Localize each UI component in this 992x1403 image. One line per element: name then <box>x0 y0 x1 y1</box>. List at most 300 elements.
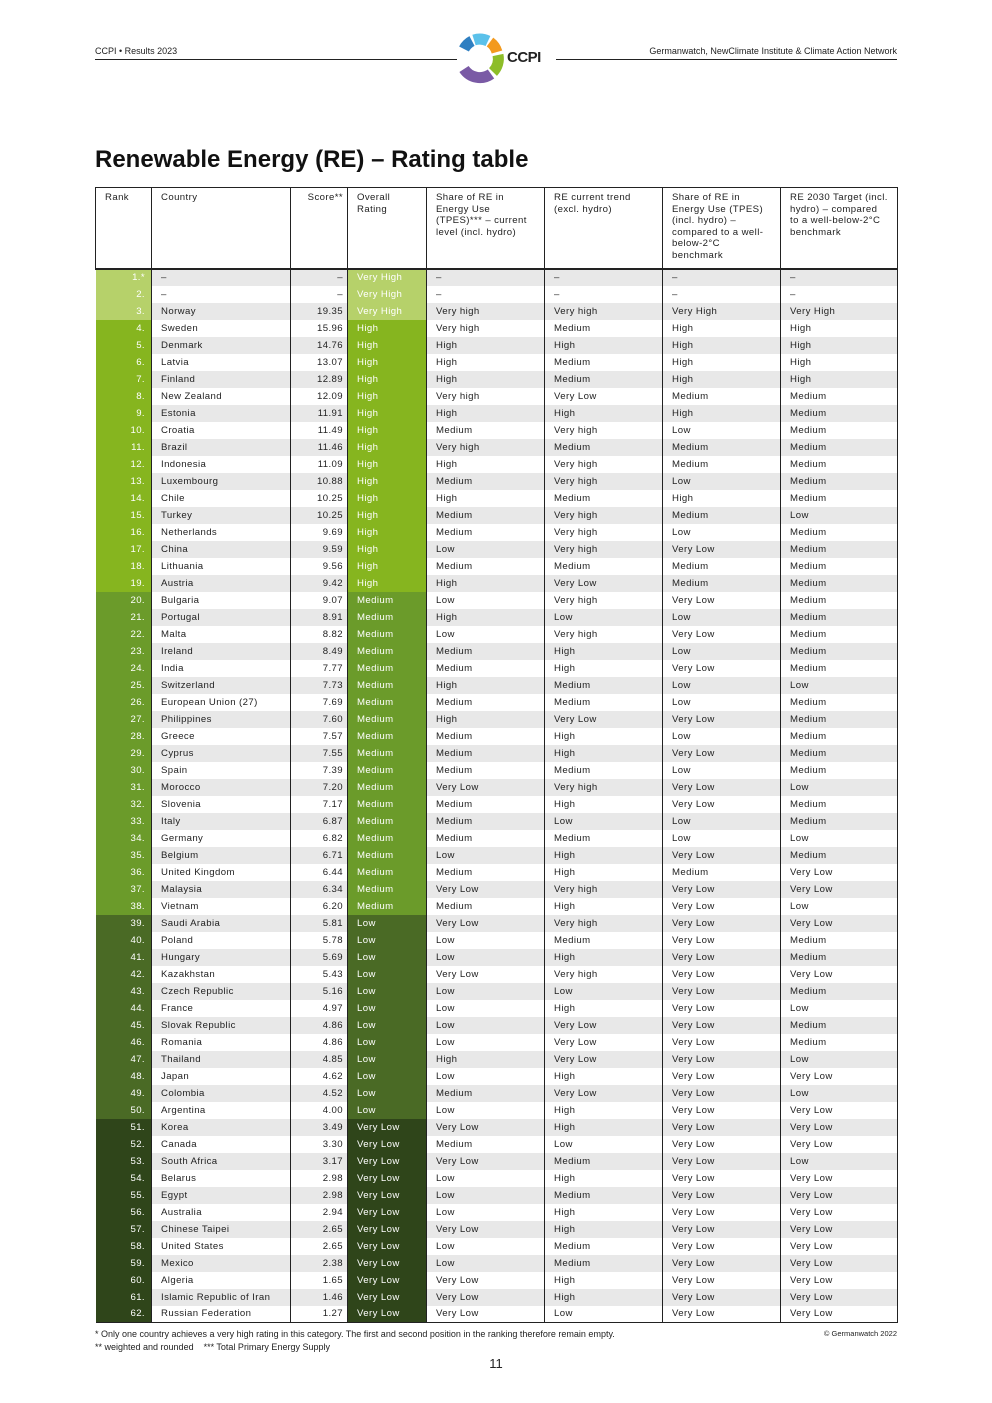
cell-country: Islamic Republic of Iran <box>152 1289 291 1306</box>
table-row <box>96 371 898 388</box>
table-row <box>96 337 898 354</box>
cell-country: Slovak Republic <box>152 1017 291 1034</box>
cell-overall-rating: Low <box>348 949 427 966</box>
cell-rank: 54. <box>96 1170 152 1187</box>
cell-share-current: Medium <box>427 643 545 660</box>
cell-rank: 28. <box>96 728 152 745</box>
cell-rank: 51. <box>96 1119 152 1136</box>
col-2030-target: RE 2030 Target (incl. hydro) – compared to a well-below-2°C benchmark <box>781 188 898 269</box>
cell-rank: 44. <box>96 1000 152 1017</box>
cell-target-2030: Medium <box>781 983 898 1000</box>
cell-target-2030: Medium <box>781 422 898 439</box>
table-row <box>96 456 898 473</box>
cell-target-2030: Very Low <box>781 1068 898 1085</box>
cell-target-2030: Medium <box>781 762 898 779</box>
cell-overall-rating: High <box>348 473 427 490</box>
cell-score: 10.25 <box>291 507 348 524</box>
cell-share-current: Low <box>427 847 545 864</box>
cell-share-benchmark: Very Low <box>663 1289 781 1306</box>
cell-country: Belgium <box>152 847 291 864</box>
cell-share-current: Very Low <box>427 1289 545 1306</box>
cell-score: 2.65 <box>291 1238 348 1255</box>
table-row <box>96 796 898 813</box>
table-row <box>96 1102 898 1119</box>
cell-rank: 57. <box>96 1221 152 1238</box>
cell-share-benchmark: Low <box>663 524 781 541</box>
cell-share-benchmark: Very Low <box>663 1221 781 1238</box>
cell-score: 6.20 <box>291 898 348 915</box>
cell-score: 7.60 <box>291 711 348 728</box>
cell-country: Saudi Arabia <box>152 915 291 932</box>
cell-country: Belarus <box>152 1170 291 1187</box>
cell-overall-rating: Very High <box>348 269 427 286</box>
cell-share-current: Medium <box>427 660 545 677</box>
cell-trend: Medium <box>545 762 663 779</box>
table-row <box>96 932 898 949</box>
cell-target-2030: Low <box>781 1051 898 1068</box>
table-row <box>96 983 898 1000</box>
cell-score: 2.98 <box>291 1187 348 1204</box>
cell-target-2030: High <box>781 320 898 337</box>
cell-target-2030: Very Low <box>781 1204 898 1221</box>
cell-overall-rating: Medium <box>348 830 427 847</box>
cell-rank: 39. <box>96 915 152 932</box>
cell-target-2030: Low <box>781 1085 898 1102</box>
cell-country: United States <box>152 1238 291 1255</box>
cell-trend: Very high <box>545 966 663 983</box>
cell-rank: 52. <box>96 1136 152 1153</box>
cell-target-2030: Very Low <box>781 1221 898 1238</box>
cell-overall-rating: Very Low <box>348 1238 427 1255</box>
cell-rank: 1.* <box>96 269 152 286</box>
cell-share-benchmark: High <box>663 490 781 507</box>
cell-share-current: Low <box>427 1187 545 1204</box>
cell-target-2030: Low <box>781 677 898 694</box>
logo-text: CCPI <box>507 49 541 66</box>
cell-score: – <box>291 269 348 286</box>
cell-trend: Medium <box>545 1187 663 1204</box>
table-row <box>96 966 898 983</box>
cell-country: Poland <box>152 932 291 949</box>
cell-overall-rating: Medium <box>348 796 427 813</box>
cell-country: Switzerland <box>152 677 291 694</box>
cell-target-2030: Medium <box>781 405 898 422</box>
cell-target-2030: Medium <box>781 490 898 507</box>
cell-share-current: Very Low <box>427 779 545 796</box>
cell-share-current: Very high <box>427 388 545 405</box>
table-row <box>96 779 898 796</box>
cell-score: 4.86 <box>291 1034 348 1051</box>
cell-country: Denmark <box>152 337 291 354</box>
cell-overall-rating: High <box>348 439 427 456</box>
cell-trend: Low <box>545 983 663 1000</box>
cell-trend: Very Low <box>545 1085 663 1102</box>
cell-target-2030: Very Low <box>781 1306 898 1323</box>
cell-share-current: High <box>427 711 545 728</box>
cell-country: Malaysia <box>152 881 291 898</box>
cell-target-2030: Medium <box>781 813 898 830</box>
cell-overall-rating: Medium <box>348 847 427 864</box>
table-row <box>96 643 898 660</box>
cell-rank: 50. <box>96 1102 152 1119</box>
cell-rank: 47. <box>96 1051 152 1068</box>
cell-overall-rating: High <box>348 354 427 371</box>
cell-rank: 29. <box>96 745 152 762</box>
table-row <box>96 949 898 966</box>
cell-score: 3.17 <box>291 1153 348 1170</box>
cell-trend: High <box>545 1170 663 1187</box>
cell-overall-rating: High <box>348 371 427 388</box>
cell-share-benchmark: Very Low <box>663 915 781 932</box>
cell-country: Luxembourg <box>152 473 291 490</box>
page-title: Renewable Energy (RE) – Rating table <box>95 146 529 173</box>
cell-overall-rating: Medium <box>348 745 427 762</box>
cell-overall-rating: Low <box>348 932 427 949</box>
cell-rank: 11. <box>96 439 152 456</box>
cell-target-2030: Very Low <box>781 1170 898 1187</box>
cell-rank: 49. <box>96 1085 152 1102</box>
cell-share-benchmark: Very Low <box>663 745 781 762</box>
cell-rank: 2. <box>96 286 152 303</box>
cell-country: Vietnam <box>152 898 291 915</box>
cell-rank: 32. <box>96 796 152 813</box>
cell-trend: Very high <box>545 881 663 898</box>
cell-score: 5.69 <box>291 949 348 966</box>
cell-share-current: Medium <box>427 745 545 762</box>
table-row <box>96 1204 898 1221</box>
cell-rank: 27. <box>96 711 152 728</box>
cell-share-benchmark: High <box>663 337 781 354</box>
cell-score: 9.69 <box>291 524 348 541</box>
cell-trend: High <box>545 728 663 745</box>
cell-overall-rating: Low <box>348 1085 427 1102</box>
cell-share-benchmark: Very Low <box>663 1204 781 1221</box>
cell-target-2030: Medium <box>781 609 898 626</box>
cell-share-current: Medium <box>427 473 545 490</box>
cell-trend: High <box>545 949 663 966</box>
cell-country: Finland <box>152 371 291 388</box>
cell-trend: Low <box>545 1306 663 1323</box>
cell-trend: Medium <box>545 677 663 694</box>
cell-country: Canada <box>152 1136 291 1153</box>
cell-country: Malta <box>152 626 291 643</box>
cell-country: China <box>152 541 291 558</box>
cell-share-benchmark: Low <box>663 643 781 660</box>
cell-rank: 59. <box>96 1255 152 1272</box>
cell-overall-rating: Very Low <box>348 1272 427 1289</box>
cell-share-benchmark: Very Low <box>663 1170 781 1187</box>
col-overall-rating: Overall Rating <box>348 188 427 269</box>
cell-share-current: Very Low <box>427 915 545 932</box>
cell-score: 2.38 <box>291 1255 348 1272</box>
table-row <box>96 694 898 711</box>
cell-target-2030: Low <box>781 507 898 524</box>
table-row <box>96 1034 898 1051</box>
cell-rank: 20. <box>96 592 152 609</box>
cell-trend: Very high <box>545 626 663 643</box>
cell-country: Greece <box>152 728 291 745</box>
cell-share-benchmark: High <box>663 371 781 388</box>
cell-overall-rating: High <box>348 558 427 575</box>
cell-share-current: Medium <box>427 762 545 779</box>
cell-share-benchmark: – <box>663 269 781 286</box>
cell-rank: 40. <box>96 932 152 949</box>
cell-overall-rating: High <box>348 541 427 558</box>
cell-share-current: – <box>427 269 545 286</box>
cell-share-benchmark: Very Low <box>663 1000 781 1017</box>
cell-share-benchmark: Very Low <box>663 932 781 949</box>
cell-share-benchmark: Very Low <box>663 541 781 558</box>
cell-share-current: Medium <box>427 1136 545 1153</box>
col-country: Country <box>152 188 291 269</box>
cell-score: 5.81 <box>291 915 348 932</box>
cell-share-current: Low <box>427 1034 545 1051</box>
cell-overall-rating: Very Low <box>348 1255 427 1272</box>
cell-country: France <box>152 1000 291 1017</box>
cell-rank: 36. <box>96 864 152 881</box>
cell-share-benchmark: Very Low <box>663 1255 781 1272</box>
cell-score: 2.94 <box>291 1204 348 1221</box>
cell-country: Sweden <box>152 320 291 337</box>
cell-share-benchmark: Medium <box>663 439 781 456</box>
cell-share-current: Medium <box>427 898 545 915</box>
cell-trend: Very high <box>545 541 663 558</box>
cell-rank: 18. <box>96 558 152 575</box>
cell-score: 9.42 <box>291 575 348 592</box>
table-row <box>96 745 898 762</box>
cell-rank: 62. <box>96 1306 152 1323</box>
cell-trend: Medium <box>545 320 663 337</box>
cell-country: Australia <box>152 1204 291 1221</box>
cell-overall-rating: Medium <box>348 813 427 830</box>
cell-rank: 24. <box>96 660 152 677</box>
cell-target-2030: Very Low <box>781 1119 898 1136</box>
cell-rank: 34. <box>96 830 152 847</box>
cell-country: Kazakhstan <box>152 966 291 983</box>
table-row <box>96 1187 898 1204</box>
cell-target-2030: Medium <box>781 473 898 490</box>
cell-rank: 19. <box>96 575 152 592</box>
header-rule-right <box>556 59 897 60</box>
col-trend: RE current trend (excl. hydro) <box>545 188 663 269</box>
cell-trend: Medium <box>545 558 663 575</box>
cell-target-2030: Medium <box>781 660 898 677</box>
cell-share-current: Very Low <box>427 1119 545 1136</box>
cell-trend: Very high <box>545 473 663 490</box>
cell-country: Estonia <box>152 405 291 422</box>
cell-rank: 38. <box>96 898 152 915</box>
cell-target-2030: Very Low <box>781 1272 898 1289</box>
cell-country: Morocco <box>152 779 291 796</box>
cell-overall-rating: Medium <box>348 728 427 745</box>
cell-overall-rating: Low <box>348 1000 427 1017</box>
cell-trend: High <box>545 847 663 864</box>
cell-country: Chinese Taipei <box>152 1221 291 1238</box>
table-row <box>96 915 898 932</box>
cell-rank: 53. <box>96 1153 152 1170</box>
col-score: Score** <box>291 188 348 269</box>
cell-trend: High <box>545 643 663 660</box>
cell-share-benchmark: Very Low <box>663 898 781 915</box>
cell-score: 12.89 <box>291 371 348 388</box>
cell-share-current: Medium <box>427 813 545 830</box>
cell-rank: 14. <box>96 490 152 507</box>
cell-score: 1.46 <box>291 1289 348 1306</box>
table-row <box>96 388 898 405</box>
cell-overall-rating: Medium <box>348 609 427 626</box>
cell-share-benchmark: Very Low <box>663 1153 781 1170</box>
cell-score: 7.55 <box>291 745 348 762</box>
cell-share-benchmark: Very Low <box>663 966 781 983</box>
cell-rank: 23. <box>96 643 152 660</box>
cell-country: Norway <box>152 303 291 320</box>
cell-target-2030: Very Low <box>781 881 898 898</box>
table-row <box>96 830 898 847</box>
cell-share-current: Medium <box>427 558 545 575</box>
cell-score: 6.71 <box>291 847 348 864</box>
cell-target-2030: Very Low <box>781 1187 898 1204</box>
cell-trend: High <box>545 405 663 422</box>
table-row <box>96 1289 898 1306</box>
cell-trend: – <box>545 269 663 286</box>
cell-trend: Very Low <box>545 711 663 728</box>
cell-overall-rating: Medium <box>348 898 427 915</box>
cell-target-2030: Medium <box>781 1017 898 1034</box>
cell-country: Thailand <box>152 1051 291 1068</box>
cell-overall-rating: Very Low <box>348 1153 427 1170</box>
cell-overall-rating: High <box>348 405 427 422</box>
cell-country: Italy <box>152 813 291 830</box>
cell-trend: Low <box>545 813 663 830</box>
cell-trend: High <box>545 864 663 881</box>
cell-share-benchmark: High <box>663 354 781 371</box>
cell-share-current: High <box>427 1051 545 1068</box>
cell-score: 1.65 <box>291 1272 348 1289</box>
col-share-current: Share of RE in Energy Use (TPES)*** – current level (incl. hydro) <box>427 188 545 269</box>
cell-share-current: Low <box>427 1170 545 1187</box>
cell-share-benchmark: Very Low <box>663 949 781 966</box>
cell-target-2030: Very Low <box>781 966 898 983</box>
cell-score: 6.44 <box>291 864 348 881</box>
cell-trend: Medium <box>545 371 663 388</box>
cell-overall-rating: Medium <box>348 762 427 779</box>
cell-share-current: Very Low <box>427 1306 545 1323</box>
cell-overall-rating: Medium <box>348 660 427 677</box>
table-row <box>96 728 898 745</box>
cell-target-2030: Medium <box>781 711 898 728</box>
cell-country: Croatia <box>152 422 291 439</box>
cell-trend: Medium <box>545 1153 663 1170</box>
cell-target-2030: Medium <box>781 643 898 660</box>
cell-overall-rating: Very Low <box>348 1204 427 1221</box>
cell-trend: Medium <box>545 1238 663 1255</box>
cell-share-current: Low <box>427 1068 545 1085</box>
cell-country: Lithuania <box>152 558 291 575</box>
cell-target-2030: Medium <box>781 626 898 643</box>
cell-score: 14.76 <box>291 337 348 354</box>
cell-score: 5.16 <box>291 983 348 1000</box>
cell-target-2030: Medium <box>781 456 898 473</box>
cell-score: 10.88 <box>291 473 348 490</box>
cell-share-benchmark: Very Low <box>663 779 781 796</box>
cell-trend: High <box>545 1221 663 1238</box>
cell-score: 8.49 <box>291 643 348 660</box>
cell-overall-rating: Low <box>348 1034 427 1051</box>
cell-share-benchmark: Very Low <box>663 1017 781 1034</box>
table-row <box>96 1306 898 1323</box>
table-row <box>96 354 898 371</box>
cell-trend: High <box>545 796 663 813</box>
cell-target-2030: Very Low <box>781 864 898 881</box>
table-row <box>96 1221 898 1238</box>
cell-target-2030: Medium <box>781 745 898 762</box>
cell-overall-rating: Low <box>348 966 427 983</box>
cell-rank: 43. <box>96 983 152 1000</box>
cell-overall-rating: Very Low <box>348 1136 427 1153</box>
cell-overall-rating: Very Low <box>348 1170 427 1187</box>
cell-overall-rating: Low <box>348 915 427 932</box>
cell-overall-rating: Low <box>348 1068 427 1085</box>
cell-share-current: Medium <box>427 864 545 881</box>
cell-trend: Medium <box>545 439 663 456</box>
cell-rank: 33. <box>96 813 152 830</box>
cell-trend: Very high <box>545 524 663 541</box>
cell-share-current: High <box>427 456 545 473</box>
cell-trend: Low <box>545 1136 663 1153</box>
table-row <box>96 1272 898 1289</box>
cell-country: Germany <box>152 830 291 847</box>
cell-share-benchmark: Very Low <box>663 1068 781 1085</box>
cell-rank: 9. <box>96 405 152 422</box>
table-row <box>96 660 898 677</box>
cell-share-benchmark: Very High <box>663 303 781 320</box>
cell-target-2030: Medium <box>781 728 898 745</box>
cell-trend: Very Low <box>545 1017 663 1034</box>
cell-share-benchmark: Very Low <box>663 1034 781 1051</box>
cell-target-2030: Low <box>781 1153 898 1170</box>
cell-target-2030: Medium <box>781 847 898 864</box>
cell-trend: High <box>545 1204 663 1221</box>
cell-country: Romania <box>152 1034 291 1051</box>
table-row <box>96 422 898 439</box>
cell-trend: Medium <box>545 694 663 711</box>
cell-trend: Very Low <box>545 388 663 405</box>
cell-country: Indonesia <box>152 456 291 473</box>
table-row <box>96 626 898 643</box>
cell-country: Korea <box>152 1119 291 1136</box>
col-share-benchmark: Share of RE in Energy Use (TPES) (incl. hydro) – compared to a well-below-2°C benchmark <box>663 188 781 269</box>
cell-trend: Medium <box>545 490 663 507</box>
cell-target-2030: High <box>781 354 898 371</box>
table-row <box>96 303 898 320</box>
cell-rank: 17. <box>96 541 152 558</box>
cell-score: 7.69 <box>291 694 348 711</box>
cell-rank: 48. <box>96 1068 152 1085</box>
cell-overall-rating: High <box>348 490 427 507</box>
cell-share-benchmark: Medium <box>663 558 781 575</box>
table-row <box>96 1068 898 1085</box>
page-number: 11 <box>489 1356 503 1371</box>
cell-score: 11.46 <box>291 439 348 456</box>
cell-share-benchmark: Very Low <box>663 626 781 643</box>
cell-overall-rating: Medium <box>348 626 427 643</box>
cell-trend: High <box>545 1102 663 1119</box>
cell-score: 15.96 <box>291 320 348 337</box>
table-row <box>96 864 898 881</box>
cell-overall-rating: High <box>348 507 427 524</box>
cell-share-current: High <box>427 575 545 592</box>
cell-share-benchmark: Very Low <box>663 1238 781 1255</box>
